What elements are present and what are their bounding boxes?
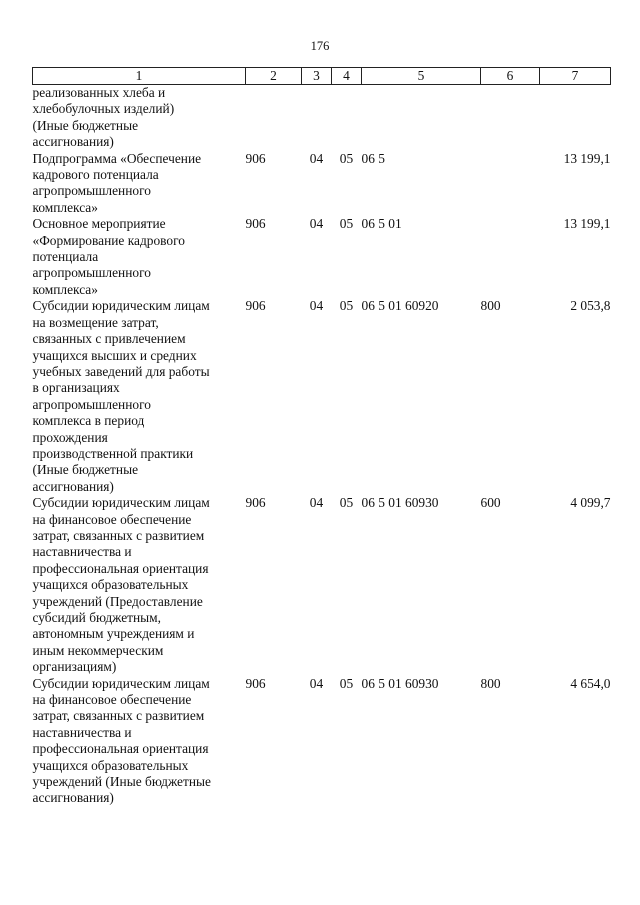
row-expense-type xyxy=(481,151,540,217)
row-target-article: 06 5 01 xyxy=(361,216,402,232)
row-subsection: 05 xyxy=(339,150,354,166)
header-col-7: 7 xyxy=(540,68,611,85)
header-col-3: 3 xyxy=(302,68,332,85)
row-name: реализованных хлеба и хлебобулочных изделий) (Иные бюджетные ассигнования) xyxy=(32,85,175,150)
row-target-article: 06 5 01 60920 xyxy=(361,298,439,314)
row-subsection: 05 xyxy=(339,675,354,691)
row-name: Субсидии юридическим лицам на финансовое обеспечение затрат, связанных с развитием наставничества и профессиональная ориентация учащихся образовательных учреждений (Предоставление субсидий бюджетным, автономным учреждениям и иным некоммерческим организациям) xyxy=(32,495,210,675)
row-subsection: 05 xyxy=(339,216,354,232)
row-amount: 4 099,7 xyxy=(570,495,611,511)
header-col-5: 5 xyxy=(362,68,481,85)
row-amount xyxy=(540,85,611,151)
row-name: Субсидии юридическим лицам на возмещение затрат, связанных с привлечением учащихся высших и средних учебных заведений для работы в организациях агропромышленного комплекса в период прохождения производственной практики (Иные бюджетные ассигнования) xyxy=(32,298,210,494)
header-row xyxy=(33,68,611,85)
table-row xyxy=(33,216,611,298)
table-body xyxy=(33,85,611,807)
table-row xyxy=(33,298,611,495)
budget-table xyxy=(32,67,611,807)
table-row xyxy=(33,495,611,675)
page-number: 176 xyxy=(310,39,330,53)
row-ministry-code: 906 xyxy=(245,298,266,314)
row-amount: 13 199,1 xyxy=(563,150,611,166)
row-target-article: 06 5 01 60930 xyxy=(361,495,439,511)
row-expense-type: 600 xyxy=(480,495,501,511)
row-ministry-code: 906 xyxy=(245,675,266,691)
row-section: 04 xyxy=(309,216,324,232)
row-expense-type: 800 xyxy=(480,298,501,314)
row-section: 04 xyxy=(309,675,324,691)
row-subsection: 05 xyxy=(339,495,354,511)
row-expense-type: 800 xyxy=(480,675,501,691)
row-section xyxy=(302,85,332,151)
table-row xyxy=(33,151,611,217)
row-name: Подпрограмма «Обеспечение кадрового потенциала агропромышленного комплекса» xyxy=(32,150,202,215)
row-name: Субсидии юридическим лицам на финансовое обеспечение затрат, связанных с развитием наставничества и профессиональная ориентация учащихся образовательных учреждений (Иные бюджетные ассигнования) xyxy=(32,675,211,806)
header-col-4: 4 xyxy=(332,68,362,85)
header-col-6: 6 xyxy=(481,68,540,85)
row-target-article xyxy=(362,85,481,151)
row-ministry-code: 906 xyxy=(245,495,266,511)
row-subsection: 05 xyxy=(339,298,354,314)
row-amount: 2 053,8 xyxy=(570,298,611,314)
header-col-1: 1 xyxy=(33,68,246,85)
header-col-2: 2 xyxy=(246,68,302,85)
row-amount: 4 654,0 xyxy=(570,675,611,691)
row-section: 04 xyxy=(309,495,324,511)
row-section: 04 xyxy=(309,150,324,166)
row-expense-type xyxy=(481,85,540,151)
table-row xyxy=(33,676,611,807)
row-ministry-code: 906 xyxy=(245,150,266,166)
row-section: 04 xyxy=(309,298,324,314)
row-name: Основное мероприятие «Формирование кадрового потенциала агропромышленного комплекса» xyxy=(32,216,185,297)
row-target-article: 06 5 xyxy=(361,150,385,166)
row-subsection xyxy=(332,85,362,151)
row-amount: 13 199,1 xyxy=(563,216,611,232)
row-target-article: 06 5 01 60930 xyxy=(361,675,439,691)
row-ministry-code: 906 xyxy=(245,216,266,232)
row-expense-type xyxy=(481,216,540,298)
table-row xyxy=(33,85,611,151)
table-header xyxy=(33,68,611,85)
row-ministry-code xyxy=(246,85,302,151)
